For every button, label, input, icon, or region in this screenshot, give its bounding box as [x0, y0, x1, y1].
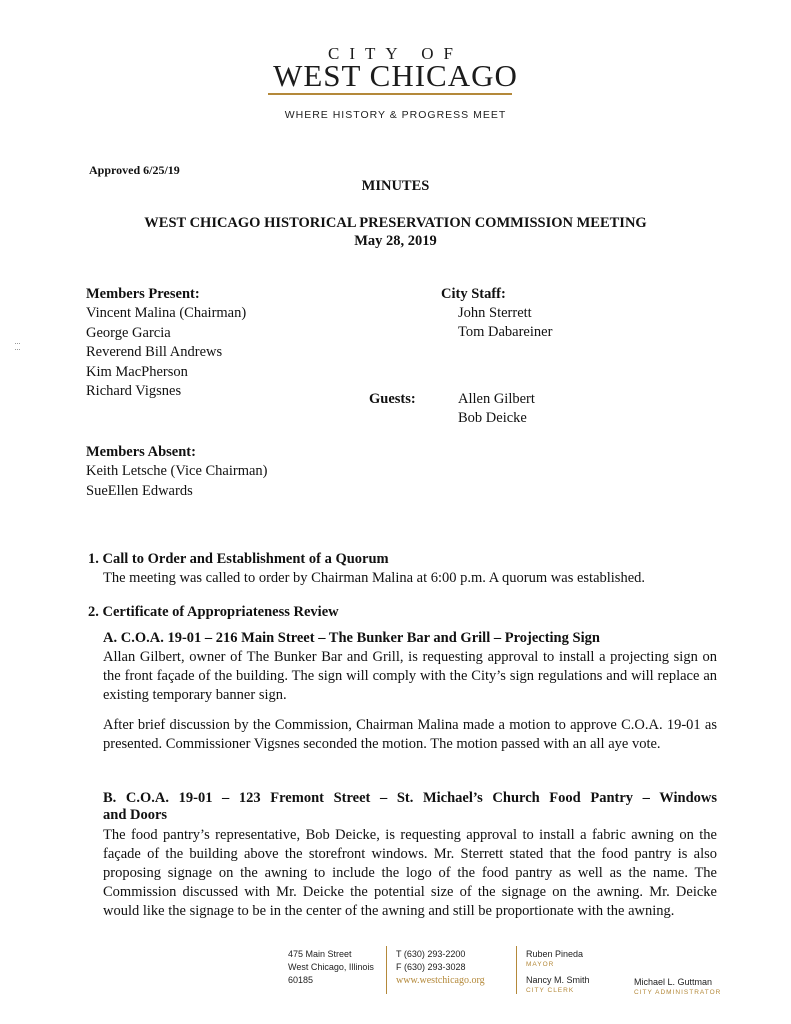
members-present-block: [86, 285, 246, 401]
member-name: Reverend Bill Andrews: [86, 344, 223, 361]
footer-divider: [386, 946, 387, 994]
fax-number: F (630) 293-3028: [396, 962, 466, 972]
item-b-heading-line-1: B. C.O.A. 19-01 – 123 Fremont Street – St. Michael’s Church Food Pantry – Windows: [103, 790, 717, 806]
letterhead-divider: [268, 93, 512, 95]
guests-label: Guests:: [369, 391, 416, 407]
item-b-heading-line-2: and Doors: [103, 807, 168, 823]
section-2-heading: 2. Certificate of Appropriateness Review: [88, 604, 339, 620]
mayor-title: MAYOR: [526, 961, 555, 968]
meeting-date: May 28, 2019: [354, 233, 437, 249]
member-name: Kim MacPherson: [86, 363, 188, 380]
staff-name: Tom Dabareiner: [458, 324, 553, 341]
section-1-heading: 1. Call to Order and Establishment of a Quorum: [88, 551, 389, 567]
absent-member-name: SueEllen Edwards: [86, 482, 193, 499]
city-staff-list: [458, 304, 552, 343]
mayor-name: Ruben Pineda: [526, 949, 584, 959]
member-name: George Garcia: [86, 324, 171, 341]
guest-name: Bob Deicke: [458, 410, 527, 427]
item-a-paragraph-2: After brief discussion by the Commission, Chairman Malina made a motion to approve C.O.A. 19-01 as presented. Commissioner Vigsnes seconded the motion. The motion passed with an all aye vote.: [103, 717, 717, 752]
item-a-heading: A. C.O.A. 19-01 – 216 Main Street – The Bunker Bar and Grill – Projecting Sign: [103, 630, 600, 646]
clerk-name: Nancy M. Smith: [526, 975, 590, 985]
footer-officials: [526, 948, 590, 994]
letterhead-city-of: CITY OF: [327, 44, 463, 63]
footer-administrator: [634, 976, 721, 996]
approved-date: Approved 6/25/19: [89, 163, 180, 177]
margin-mark: [15, 343, 20, 350]
website-link[interactable]: www.westchicago.org: [396, 975, 485, 986]
footer-contact: [396, 948, 485, 987]
staff-name: John Sterrett: [458, 305, 532, 321]
absent-member-name: Keith Letsche (Vice Chairman): [86, 463, 268, 480]
item-b-paragraph-1: The food pantry’s representative, Bob Deicke, is requesting approval to install a fabric awning on the façade of the building above the storefront windows. Mr. Sterrett stated that the food pantry is also proposing signage on the awning to include the logo of the food pantry as well as the name. The Commission discussed with Mr. Deicke the potential size of the signage on the awning. Mr. Deicke would like the signage to be in the center of the awning and still be proportionate with the awning.: [103, 827, 717, 919]
guest-name: Allen Gilbert: [458, 391, 535, 407]
administrator-name: Michael L. Guttman: [634, 977, 713, 987]
minutes-heading: MINUTES: [361, 178, 430, 194]
address-line: West Chicago, Illinois: [288, 962, 374, 972]
members-present-label: Members Present:: [86, 286, 200, 302]
members-absent-block: [86, 443, 268, 501]
guests-list: [458, 390, 535, 429]
administrator-title: CITY ADMINISTRATOR: [634, 989, 722, 996]
section-1-text: The meeting was called to order by Chairman Malina at 6:00 p.m. A quorum was established.: [103, 570, 646, 586]
address-line: 475 Main Street: [288, 949, 352, 959]
clerk-title: CITY CLERK: [526, 987, 575, 994]
footer-address: [288, 948, 374, 987]
letterhead-tagline: WHERE HISTORY & PROGRESS MEET: [284, 109, 507, 121]
member-name: Richard Vigsnes: [86, 383, 182, 400]
phone-number: T (630) 293-2200: [396, 949, 466, 959]
city-staff-label: City Staff:: [441, 286, 506, 302]
members-absent-label: Members Absent:: [86, 444, 196, 460]
footer-divider: [516, 946, 517, 994]
member-name: Vincent Malina (Chairman): [86, 305, 247, 322]
meeting-title: WEST CHICAGO HISTORICAL PRESERVATION COMMISSION MEETING: [144, 215, 647, 231]
letterhead-city-name: WEST CHICAGO: [273, 58, 518, 93]
address-line: 60185: [288, 975, 314, 985]
item-a-paragraph-1: Allan Gilbert, owner of The Bunker Bar and Grill, is requesting approval to install a projecting sign on the front façade of the building. The sign will comply with the City’s sign regulations and will replace an existing temporary banner sign.: [103, 649, 717, 703]
